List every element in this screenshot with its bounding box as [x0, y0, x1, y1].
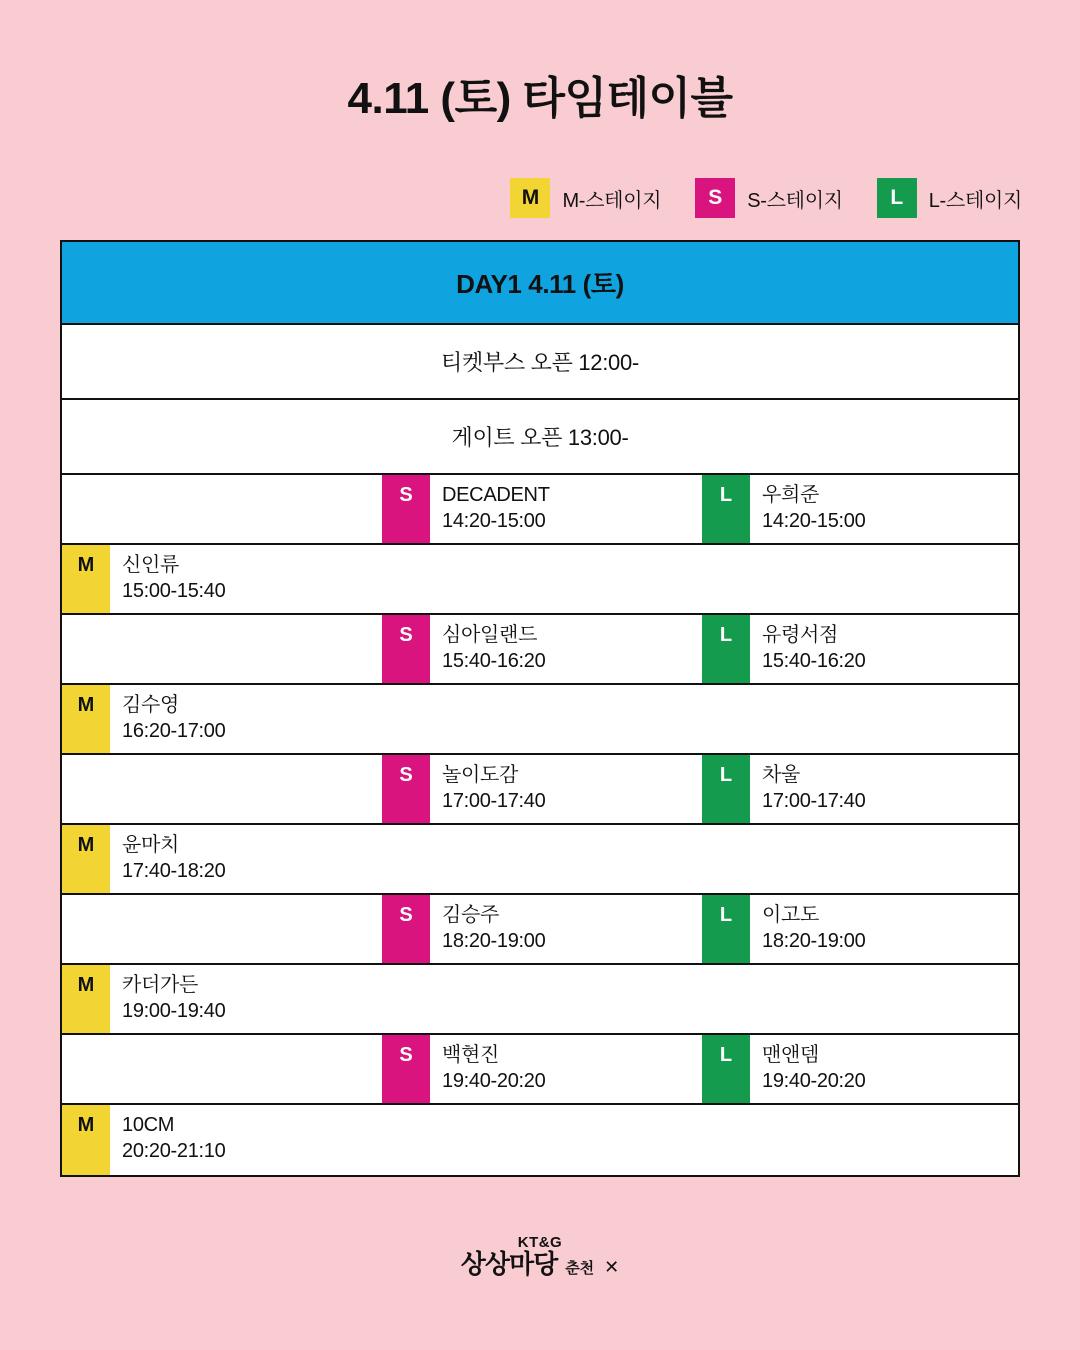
slot-text: [750, 615, 865, 683]
slot-l: [702, 895, 1018, 963]
slot-time: 17:00-17:40: [442, 789, 546, 812]
m-stage-badge-icon: M: [62, 545, 110, 613]
logo-brand-text: KT&G: [517, 1234, 563, 1251]
s-stage-badge-icon: S: [382, 615, 430, 683]
slot-m-empty: [62, 475, 382, 543]
slot-m: [62, 1105, 382, 1175]
artist-name: 김승주: [442, 904, 500, 926]
artist-name: 김수영: [122, 694, 180, 716]
l-stage-badge-icon: L: [702, 615, 750, 683]
artist-name: 심아일랜드: [442, 624, 538, 646]
slot-l: [702, 475, 1018, 543]
info-row-gate-open: 게이트 오픈 13:00-: [62, 400, 1018, 475]
footer: [0, 1235, 1080, 1278]
slot-time: 14:20-15:00: [442, 509, 546, 532]
table-row: [62, 615, 1018, 685]
logo-sub-text: 춘천: [565, 1259, 595, 1277]
slot-time: 14:20-15:00: [762, 509, 866, 532]
table-row: [62, 545, 1018, 615]
m-stage-badge-icon: M: [62, 1105, 110, 1175]
slot-s-empty: [382, 685, 702, 753]
legend-label-l: L-스테이지: [928, 189, 1022, 212]
l-stage-badge-icon: L: [702, 1035, 750, 1103]
slot-text: [430, 895, 545, 963]
m-stage-badge-icon: M: [510, 178, 550, 218]
slot-text: [750, 755, 865, 823]
slot-m-empty: [62, 895, 382, 963]
logo-name-row: [460, 1248, 620, 1279]
slot-l-empty: [702, 825, 1018, 893]
slot-s: [382, 615, 702, 683]
l-stage-badge-icon: L: [702, 755, 750, 823]
slot-s-empty: [382, 1105, 702, 1175]
table-row: [62, 1035, 1018, 1105]
slot-text: [750, 1035, 865, 1103]
artist-name: 카더가든: [122, 974, 199, 996]
legend-item-m: [510, 178, 661, 218]
logo-main-text: 상상마당: [460, 1248, 558, 1279]
slot-m: [62, 825, 382, 893]
slot-s-empty: [382, 965, 702, 1033]
table-row: [62, 685, 1018, 755]
slot-m-empty: [62, 1035, 382, 1103]
slot-time: 20:20-21:10: [122, 1139, 226, 1162]
slot-text: [110, 545, 225, 613]
slot-time: 17:00-17:40: [762, 789, 866, 812]
artist-name: DECADENT: [442, 484, 550, 506]
artist-name: 10CM: [122, 1114, 175, 1136]
slot-time: 19:40-20:20: [442, 1069, 546, 1092]
l-stage-badge-icon: L: [702, 475, 750, 543]
legend-item-s: [695, 178, 842, 218]
slot-l: [702, 1035, 1018, 1103]
l-stage-badge-icon: L: [702, 895, 750, 963]
slot-text: [110, 965, 225, 1033]
m-stage-badge-icon: M: [62, 825, 110, 893]
sangsangmadang-logo: [461, 1235, 620, 1278]
slot-l: [702, 615, 1018, 683]
slot-text: [430, 755, 545, 823]
slot-text: [430, 1035, 545, 1103]
slot-m: [62, 685, 382, 753]
timetable: [60, 240, 1020, 1177]
slot-time: 19:40-20:20: [762, 1069, 866, 1092]
table-row: [62, 755, 1018, 825]
s-stage-badge-icon: S: [382, 475, 430, 543]
slot-l-empty: [702, 685, 1018, 753]
table-row: [62, 1105, 1018, 1175]
slot-time: 17:40-18:20: [122, 859, 226, 882]
s-stage-badge-icon: S: [382, 1035, 430, 1103]
slot-m-empty: [62, 755, 382, 823]
slot-text: [430, 475, 550, 543]
legend-item-l: [877, 178, 1022, 218]
slot-l-empty: [702, 1105, 1018, 1175]
artist-name: 맨앤뎀: [762, 1044, 820, 1066]
slot-time: 16:20-17:00: [122, 719, 226, 742]
slot-time: 15:00-15:40: [122, 579, 226, 602]
slot-text: [430, 615, 545, 683]
slot-time: 18:20-19:00: [762, 929, 866, 952]
artist-name: 윤마치: [122, 834, 180, 856]
slot-s: [382, 475, 702, 543]
artist-name: 놀이도감: [442, 764, 519, 786]
slot-s-empty: [382, 545, 702, 613]
slot-s-empty: [382, 825, 702, 893]
slot-l-empty: [702, 965, 1018, 1033]
l-stage-badge-icon: L: [877, 178, 917, 218]
slot-text: [110, 825, 225, 893]
table-row: [62, 895, 1018, 965]
logo-spark-icon: ✕: [604, 1256, 620, 1277]
legend-label-s: S-스테이지: [747, 189, 843, 212]
legend-label-m: M-스테이지: [562, 189, 662, 212]
slot-m: [62, 965, 382, 1033]
slot-s: [382, 755, 702, 823]
slot-text: [750, 895, 865, 963]
artist-name: 백현진: [442, 1044, 500, 1066]
day-header: DAY1 4.11 (토): [62, 242, 1018, 325]
table-row: [62, 965, 1018, 1035]
artist-name: 신인류: [122, 554, 180, 576]
slot-time: 15:40-16:20: [762, 649, 866, 672]
s-stage-badge-icon: S: [382, 755, 430, 823]
slot-l-empty: [702, 545, 1018, 613]
slot-time: 18:20-19:00: [442, 929, 546, 952]
artist-name: 차울: [762, 764, 801, 786]
slot-s: [382, 1035, 702, 1103]
artist-name: 우희준: [762, 484, 820, 506]
slot-m: [62, 545, 382, 613]
slot-text: [750, 475, 865, 543]
table-row: [62, 825, 1018, 895]
page-title: 4.11 (토) 타임테이블: [347, 74, 733, 123]
table-row: [62, 475, 1018, 545]
slot-l: [702, 755, 1018, 823]
slot-s: [382, 895, 702, 963]
info-row-ticket-booth: 티켓부스 오픈 12:00-: [62, 325, 1018, 400]
slot-m-empty: [62, 615, 382, 683]
artist-name: 이고도: [762, 904, 820, 926]
slot-text: [110, 685, 225, 753]
s-stage-badge-icon: S: [382, 895, 430, 963]
slot-text: [110, 1105, 225, 1175]
m-stage-badge-icon: M: [62, 685, 110, 753]
artist-name: 유령서점: [762, 624, 839, 646]
m-stage-badge-icon: M: [62, 965, 110, 1033]
s-stage-badge-icon: S: [695, 178, 735, 218]
stage-legend: [0, 178, 1080, 218]
slot-time: 19:00-19:40: [122, 999, 226, 1022]
slot-time: 15:40-16:20: [442, 649, 546, 672]
